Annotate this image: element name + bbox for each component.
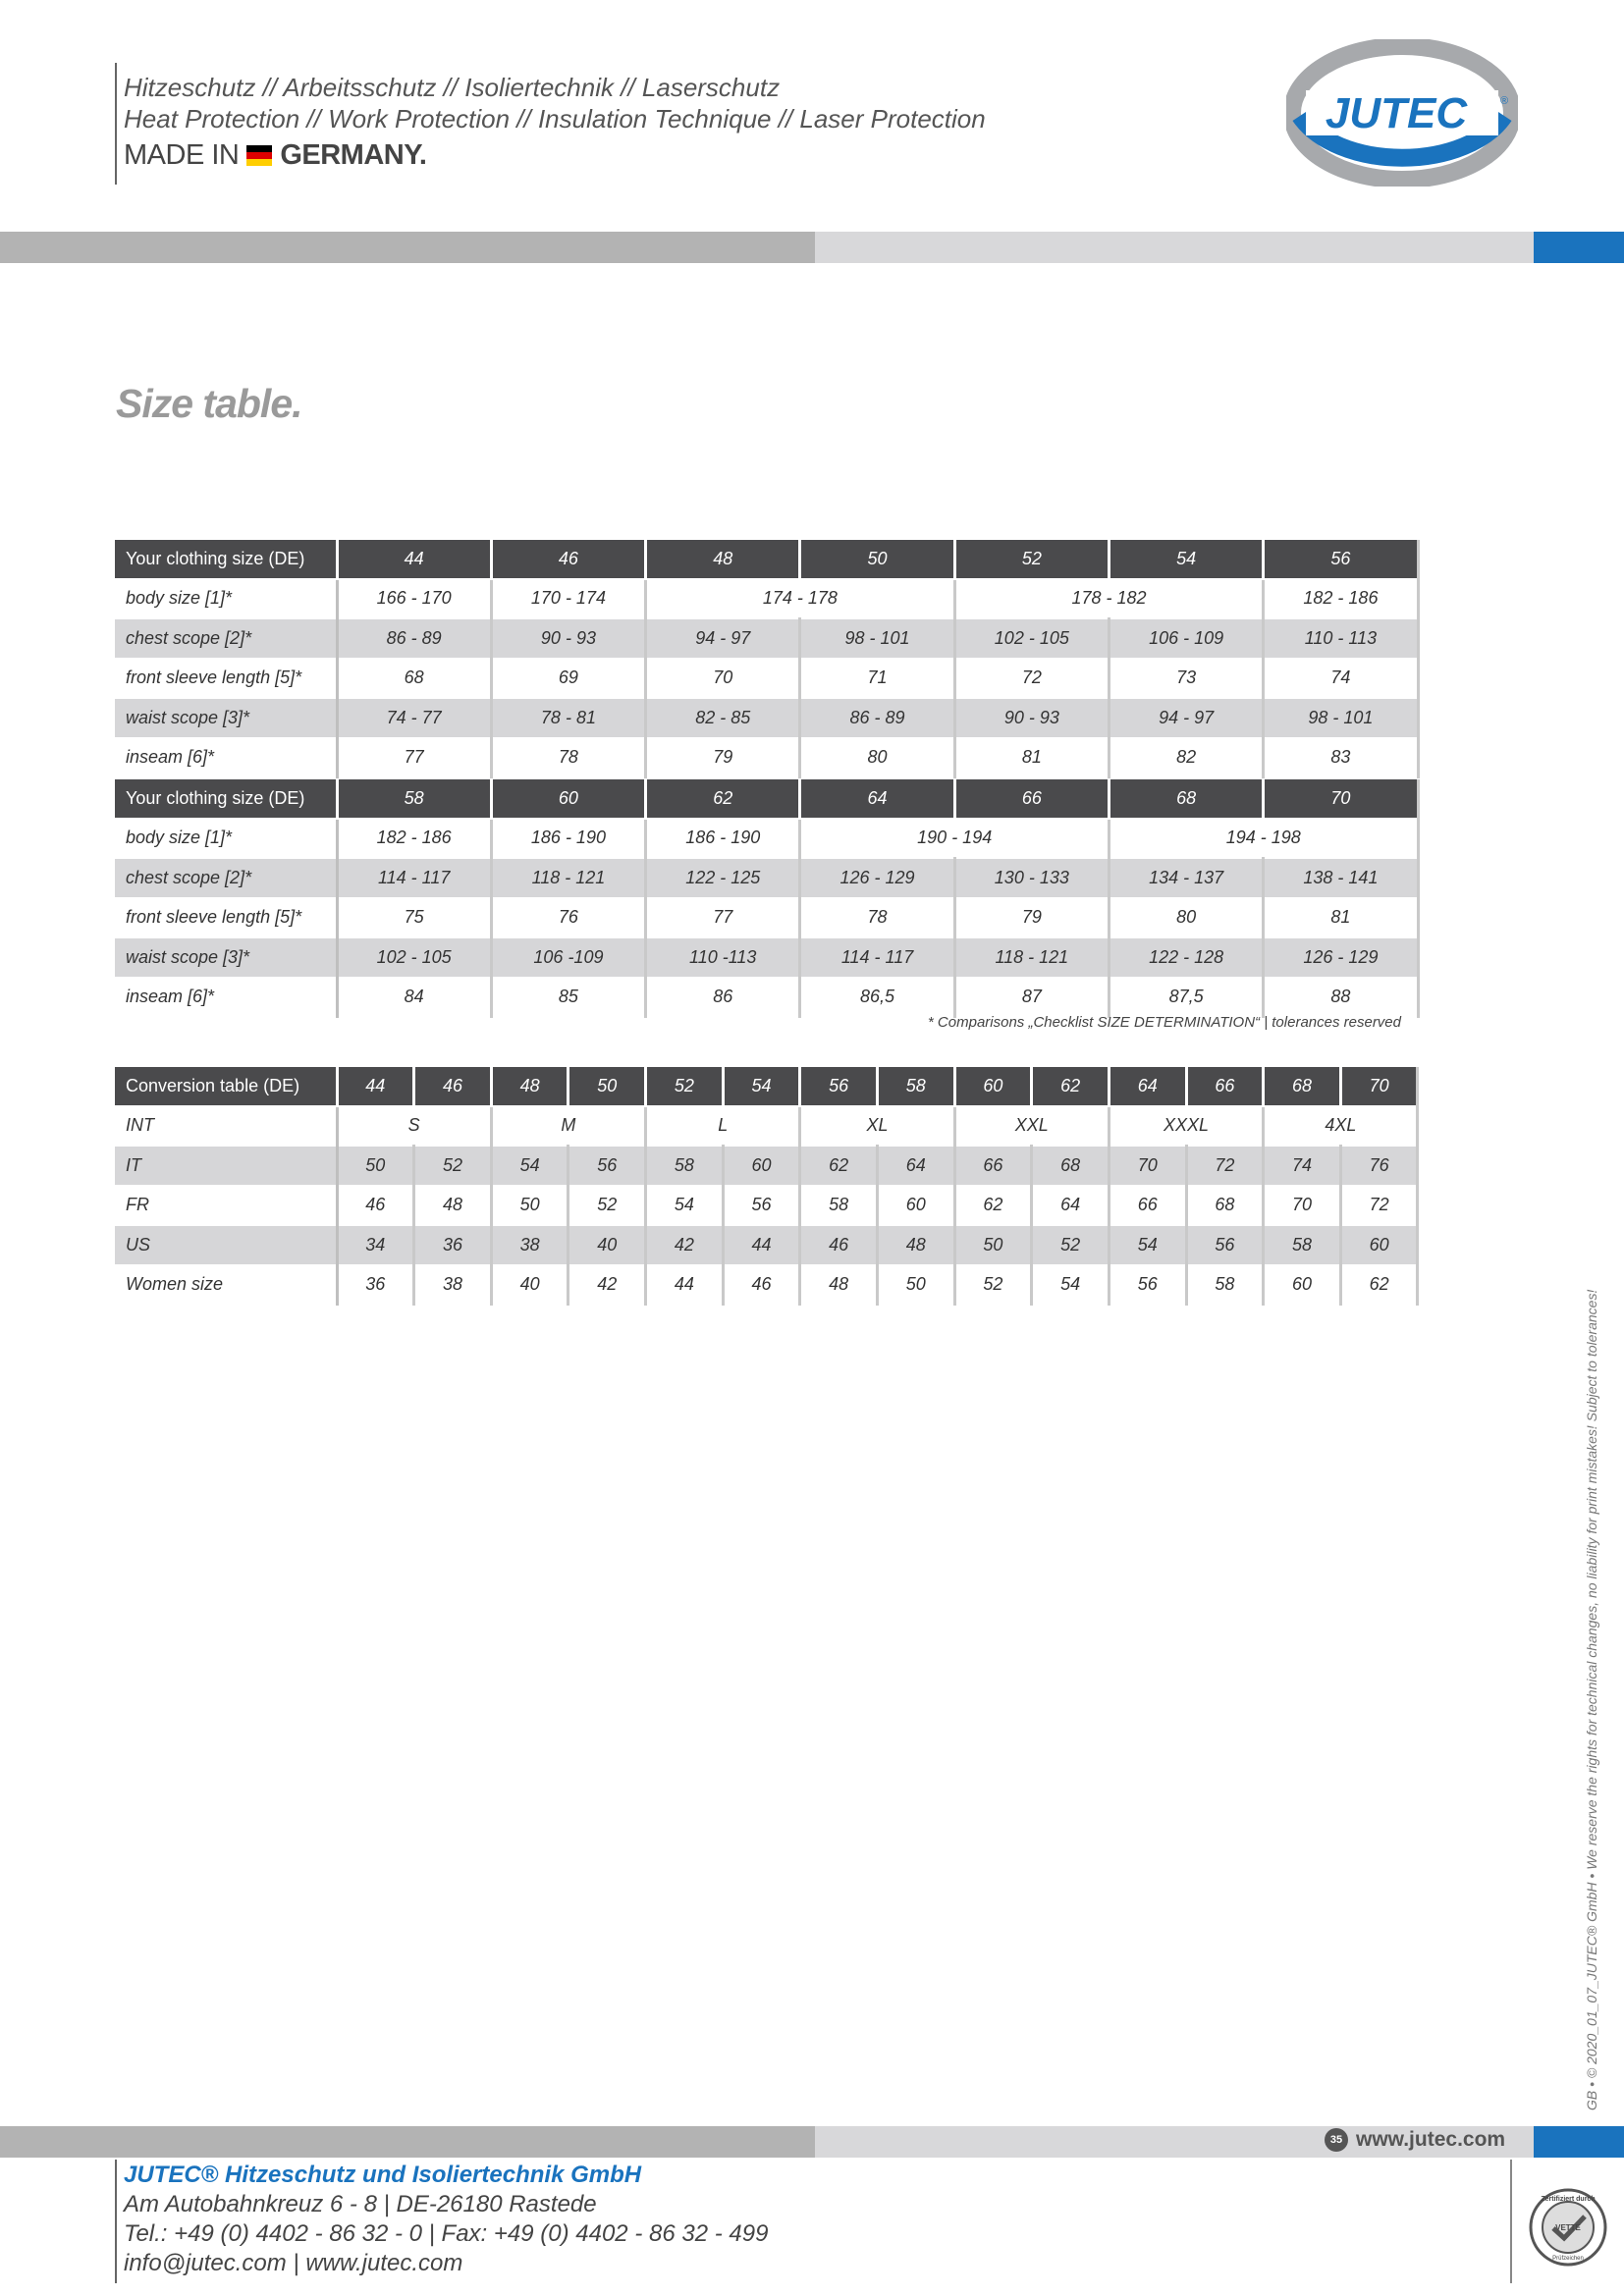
row-label: body size [1]* xyxy=(115,819,337,859)
table-cell: 182 - 186 xyxy=(1264,579,1418,619)
row-label: chest scope [2]* xyxy=(115,618,337,659)
table-cell: 79 xyxy=(954,898,1109,938)
table-cell: 46 xyxy=(723,1265,800,1306)
table-cell: 42 xyxy=(646,1225,724,1265)
footer-cert-divider xyxy=(1510,2160,1512,2283)
table-cell: 94 - 97 xyxy=(1109,698,1263,738)
table-row xyxy=(115,659,1418,699)
table-cell: 68 xyxy=(337,659,491,699)
table-cell: 66 xyxy=(1109,1186,1186,1226)
table-cell: 62 xyxy=(800,1146,878,1186)
table-cell: 52 xyxy=(414,1146,492,1186)
table-cell: S xyxy=(337,1106,491,1147)
table-cell: 170 - 174 xyxy=(491,579,645,619)
row-label: US xyxy=(115,1225,337,1265)
table-cell: 83 xyxy=(1264,738,1418,778)
table-header-size: 48 xyxy=(646,540,800,579)
table-header-size: 44 xyxy=(337,540,491,579)
table-cell: 58 xyxy=(1264,1225,1341,1265)
cert-text-top: Zertifiziert durch xyxy=(1541,2196,1596,2203)
table-cell: 52 xyxy=(954,1265,1032,1306)
page-number: 35 xyxy=(1325,2128,1348,2152)
table-row xyxy=(115,738,1418,778)
table-cell: 68 xyxy=(1032,1146,1110,1186)
table-cell: 138 - 141 xyxy=(1264,858,1418,898)
table-header-size: 68 xyxy=(1264,1067,1341,1106)
table-row xyxy=(115,937,1418,978)
table-cell: 64 xyxy=(877,1146,954,1186)
made-in-text: MADE IN xyxy=(124,139,240,171)
table-header-size: 54 xyxy=(723,1067,800,1106)
table-cell: 102 - 105 xyxy=(337,937,491,978)
table-cell: 46 xyxy=(337,1186,414,1226)
table-cell: 64 xyxy=(1032,1186,1110,1226)
table-header-row xyxy=(115,1067,1418,1106)
table-cell: 62 xyxy=(1340,1265,1418,1306)
table-cell: 44 xyxy=(646,1265,724,1306)
table-header-size: 52 xyxy=(646,1067,724,1106)
table-header-label: Your clothing size (DE) xyxy=(115,779,337,819)
table-cell: 72 xyxy=(1186,1146,1264,1186)
table-cell: 82 xyxy=(1109,738,1263,778)
table-cell: 48 xyxy=(800,1265,878,1306)
table-header-row xyxy=(115,779,1418,819)
table-header-size: 70 xyxy=(1340,1067,1418,1106)
table-cell: 106 - 109 xyxy=(1109,618,1263,659)
table-header-size: 56 xyxy=(800,1067,878,1106)
table-cell: 56 xyxy=(1186,1225,1264,1265)
table-cell: 76 xyxy=(1340,1146,1418,1186)
table-cell: 60 xyxy=(1264,1265,1341,1306)
size-table-footnote: * Comparisons „Checklist SIZE DETERMINATION“ | tolerances reserved xyxy=(927,1014,1401,1031)
table-cell: 62 xyxy=(954,1186,1032,1226)
table-cell: 40 xyxy=(491,1265,568,1306)
table-row xyxy=(115,618,1418,659)
table-cell: 86 - 89 xyxy=(800,698,954,738)
footer-band-blue xyxy=(1534,2126,1624,2158)
table-row xyxy=(115,898,1418,938)
table-cell: 54 xyxy=(1032,1265,1110,1306)
table-cell: 98 - 101 xyxy=(1264,698,1418,738)
table-cell: XXXL xyxy=(1109,1106,1263,1147)
table-cell: 50 xyxy=(954,1225,1032,1265)
table-cell: 174 - 178 xyxy=(646,579,955,619)
table-cell: 72 xyxy=(954,659,1109,699)
table-cell: 182 - 186 xyxy=(337,819,491,859)
table-cell: 60 xyxy=(877,1186,954,1226)
table-row xyxy=(115,579,1418,619)
table-cell: 86 xyxy=(646,978,800,1018)
table-cell: 56 xyxy=(723,1186,800,1226)
table-cell: 82 - 85 xyxy=(646,698,800,738)
table-header-size: 46 xyxy=(414,1067,492,1106)
header-band-grey xyxy=(0,232,815,263)
table-cell: 4XL xyxy=(1264,1106,1418,1147)
table-cell: 75 xyxy=(337,898,491,938)
jutec-logo xyxy=(1286,39,1518,187)
footer-website-top[interactable] xyxy=(1325,2128,1505,2152)
table-header-size: 60 xyxy=(954,1067,1032,1106)
table-cell: 134 - 137 xyxy=(1109,858,1263,898)
table-header-size: 50 xyxy=(800,540,954,579)
table-header-size: 58 xyxy=(337,779,491,819)
company-phone: Tel.: +49 (0) 4402 - 86 32 - 0 | Fax: +49 (0) 4402 - 86 32 - 499 xyxy=(124,2220,769,2247)
table-cell: 68 xyxy=(1186,1186,1264,1226)
table-cell: 78 - 81 xyxy=(491,698,645,738)
row-label: chest scope [2]* xyxy=(115,858,337,898)
table-header-size: 62 xyxy=(1032,1067,1110,1106)
table-cell: 110 - 113 xyxy=(1264,618,1418,659)
table-cell: 71 xyxy=(800,659,954,699)
company-name: JUTEC® Hitzeschutz und Isoliertechnik GmbH xyxy=(124,2162,642,2188)
table-cell: 77 xyxy=(337,738,491,778)
table-row xyxy=(115,1106,1418,1147)
table-cell: 34 xyxy=(337,1225,414,1265)
table-cell: 122 - 125 xyxy=(646,858,800,898)
table-cell: 90 - 93 xyxy=(954,698,1109,738)
row-label: waist scope [3]* xyxy=(115,698,337,738)
table-header-size: 66 xyxy=(1186,1067,1264,1106)
cert-text-bottom: Prüfzeichen xyxy=(1552,2256,1584,2262)
table-cell: 50 xyxy=(877,1265,954,1306)
table-cell: 70 xyxy=(1264,1186,1341,1226)
table-cell: 60 xyxy=(723,1146,800,1186)
table-header-label: Conversion table (DE) xyxy=(115,1067,337,1106)
table-row xyxy=(115,1225,1418,1265)
table-cell: 54 xyxy=(646,1186,724,1226)
row-label: INT xyxy=(115,1106,337,1147)
table-cell: L xyxy=(646,1106,800,1147)
logo-registered-mark: ® xyxy=(1500,95,1509,107)
table-cell: 80 xyxy=(1109,898,1263,938)
table-cell: 54 xyxy=(1109,1225,1186,1265)
header-tagline-en: Heat Protection // Work Protection // Insulation Technique // Laser Protection xyxy=(124,104,986,133)
table-header-size: 62 xyxy=(646,779,800,819)
table-header-size: 54 xyxy=(1109,540,1263,579)
table-header-size: 70 xyxy=(1264,779,1418,819)
table-cell: 190 - 194 xyxy=(800,819,1110,859)
row-label: front sleeve length [5]* xyxy=(115,659,337,699)
table-cell: 194 - 198 xyxy=(1109,819,1418,859)
table-cell: 106 -109 xyxy=(491,937,645,978)
table-cell: 90 - 93 xyxy=(491,618,645,659)
row-label: Women size xyxy=(115,1265,337,1306)
table-cell: 98 - 101 xyxy=(800,618,954,659)
table-cell: 186 - 190 xyxy=(646,819,800,859)
row-label: body size [1]* xyxy=(115,579,337,619)
company-contact: info@jutec.com | www.jutec.com xyxy=(124,2250,463,2276)
table-header-size: 64 xyxy=(800,779,954,819)
table-cell: 73 xyxy=(1109,659,1263,699)
table-cell: 58 xyxy=(800,1186,878,1226)
table-row xyxy=(115,819,1418,859)
table-cell: 186 - 190 xyxy=(491,819,645,859)
table-cell: 122 - 128 xyxy=(1109,937,1263,978)
table-cell: 87,5 xyxy=(1109,978,1263,1018)
legal-side-text: GB • © 2020_01_07_JUTEC® GmbH • We reserve the rights for technical changes, no liability for print mistakes! Subject to tolerances! xyxy=(1584,1289,1599,2110)
table-header-size: 56 xyxy=(1264,540,1418,579)
table-cell: 118 - 121 xyxy=(954,937,1109,978)
table-cell: 72 xyxy=(1340,1186,1418,1226)
table-header-label: Your clothing size (DE) xyxy=(115,540,337,579)
table-cell: 70 xyxy=(646,659,800,699)
header-band-light xyxy=(815,232,1534,263)
certification-seal-icon xyxy=(1528,2187,1608,2268)
row-label: IT xyxy=(115,1146,337,1186)
table-cell: 110 -113 xyxy=(646,937,800,978)
table-header-size: 52 xyxy=(954,540,1109,579)
row-label: FR xyxy=(115,1186,337,1226)
page-title: Size table. xyxy=(116,381,302,426)
table-row xyxy=(115,1146,1418,1186)
table-cell: 74 xyxy=(1264,1146,1341,1186)
table-cell: 36 xyxy=(337,1265,414,1306)
table-cell: 36 xyxy=(414,1225,492,1265)
table-cell: 56 xyxy=(568,1146,646,1186)
table-cell: 54 xyxy=(491,1146,568,1186)
made-in-germany xyxy=(124,139,426,172)
row-label: inseam [6]* xyxy=(115,738,337,778)
table-cell: 70 xyxy=(1109,1146,1186,1186)
table-cell: 50 xyxy=(491,1186,568,1226)
table-cell: 84 xyxy=(337,978,491,1018)
table-header-size: 50 xyxy=(568,1067,646,1106)
footer-band-grey xyxy=(0,2126,815,2158)
table-cell: 94 - 97 xyxy=(646,618,800,659)
table-cell: 81 xyxy=(1264,898,1418,938)
table-header-size: 68 xyxy=(1109,779,1263,819)
table-row xyxy=(115,698,1418,738)
table-cell: 86 - 89 xyxy=(337,618,491,659)
table-header-size: 44 xyxy=(337,1067,414,1106)
table-cell: 114 - 117 xyxy=(800,937,954,978)
table-row xyxy=(115,1186,1418,1226)
table-cell: XXL xyxy=(954,1106,1109,1147)
table-cell: XL xyxy=(800,1106,954,1147)
table-cell: 40 xyxy=(568,1225,646,1265)
cert-text-mid: VETTE xyxy=(1555,2223,1581,2232)
table-cell: 60 xyxy=(1340,1225,1418,1265)
table-cell: 52 xyxy=(568,1186,646,1226)
size-table-1 xyxy=(115,540,1420,778)
row-label: front sleeve length [5]* xyxy=(115,898,337,938)
table-cell: 81 xyxy=(954,738,1109,778)
table-cell: 126 - 129 xyxy=(1264,937,1418,978)
table-cell: 76 xyxy=(491,898,645,938)
table-header-size: 64 xyxy=(1109,1067,1186,1106)
table-cell: 46 xyxy=(800,1225,878,1265)
table-header-row xyxy=(115,540,1418,579)
row-label: inseam [6]* xyxy=(115,978,337,1018)
table-header-size: 60 xyxy=(491,779,645,819)
website-link[interactable]: www.jutec.com xyxy=(1356,2128,1506,2151)
table-cell: 42 xyxy=(568,1265,646,1306)
table-cell: 178 - 182 xyxy=(954,579,1264,619)
table-cell: 78 xyxy=(800,898,954,938)
table-cell: 48 xyxy=(877,1225,954,1265)
table-row xyxy=(115,858,1418,898)
header-divider xyxy=(115,63,117,185)
table-cell: 166 - 170 xyxy=(337,579,491,619)
germany-text: GERMANY. xyxy=(280,139,427,171)
footer-divider xyxy=(115,2160,117,2283)
table-cell: 126 - 129 xyxy=(800,858,954,898)
table-cell: 66 xyxy=(954,1146,1032,1186)
table-cell: 58 xyxy=(1186,1265,1264,1306)
table-cell: 74 xyxy=(1264,659,1418,699)
table-row xyxy=(115,1265,1418,1306)
table-cell: 69 xyxy=(491,659,645,699)
table-cell: 78 xyxy=(491,738,645,778)
german-flag-icon xyxy=(246,145,272,167)
table-cell: 130 - 133 xyxy=(954,858,1109,898)
table-cell: 38 xyxy=(491,1225,568,1265)
table-cell: 38 xyxy=(414,1265,492,1306)
table-cell: 102 - 105 xyxy=(954,618,1109,659)
table-cell: 44 xyxy=(723,1225,800,1265)
table-cell: 88 xyxy=(1264,978,1418,1018)
table-cell: 50 xyxy=(337,1146,414,1186)
table-cell: 118 - 121 xyxy=(491,858,645,898)
logo-text: JUTEC xyxy=(1325,89,1468,137)
company-address: Am Autobahnkreuz 6 - 8 | DE-26180 Rastede xyxy=(124,2191,597,2217)
conversion-table xyxy=(115,1067,1419,1306)
table-cell: 87 xyxy=(954,978,1109,1018)
size-table-2 xyxy=(115,779,1420,1018)
row-label: waist scope [3]* xyxy=(115,937,337,978)
table-header-size: 66 xyxy=(954,779,1109,819)
table-cell: 114 - 117 xyxy=(337,858,491,898)
table-cell: 74 - 77 xyxy=(337,698,491,738)
table-cell: 80 xyxy=(800,738,954,778)
table-cell: 48 xyxy=(414,1186,492,1226)
table-cell: 77 xyxy=(646,898,800,938)
table-row xyxy=(115,978,1418,1018)
table-cell: 52 xyxy=(1032,1225,1110,1265)
header-tagline-de: Hitzeschutz // Arbeitsschutz // Isoliertechnik // Laserschutz xyxy=(124,73,781,102)
table-cell: 79 xyxy=(646,738,800,778)
table-cell: 58 xyxy=(646,1146,724,1186)
table-header-size: 46 xyxy=(491,540,645,579)
table-cell: 86,5 xyxy=(800,978,954,1018)
table-header-size: 58 xyxy=(877,1067,954,1106)
table-header-size: 48 xyxy=(491,1067,568,1106)
table-cell: M xyxy=(491,1106,645,1147)
header-band-blue xyxy=(1534,232,1624,263)
table-cell: 56 xyxy=(1109,1265,1186,1306)
table-cell: 85 xyxy=(491,978,645,1018)
